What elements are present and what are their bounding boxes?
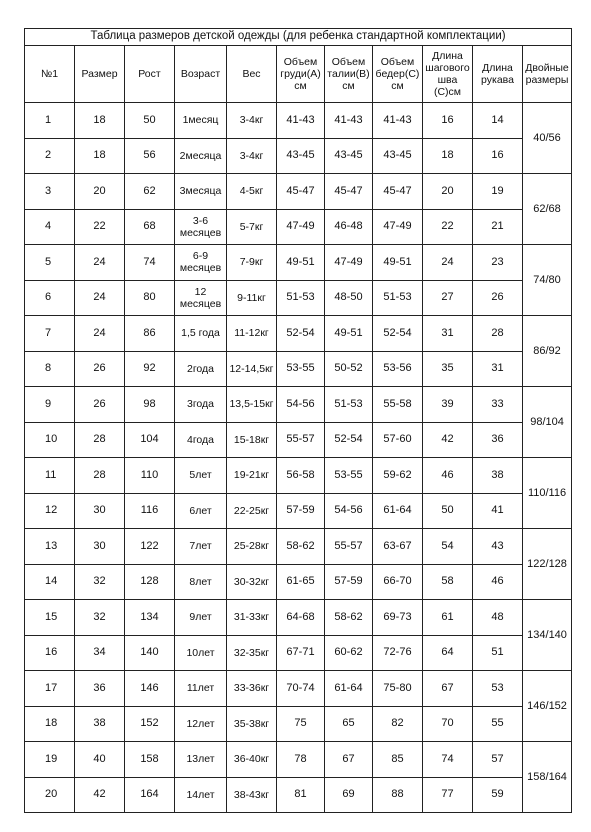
cell-height: 152	[125, 706, 175, 742]
cell-hips: 66-70	[373, 564, 423, 600]
cell-height: 92	[125, 351, 175, 387]
cell-height: 140	[125, 635, 175, 671]
table-row	[25, 138, 572, 174]
cell-n: 15	[25, 600, 75, 636]
cell-sleeve: 19	[473, 174, 523, 210]
cell-weight: 36-40кг	[227, 742, 277, 778]
table-row	[25, 422, 572, 458]
cell-hips: 49-51	[373, 245, 423, 281]
cell-age: 7лет	[175, 529, 227, 565]
cell-hips: 72-76	[373, 635, 423, 671]
cell-waist: 48-50	[325, 280, 373, 316]
table-row	[25, 564, 572, 600]
cell-weight: 38-43кг	[227, 777, 277, 813]
table-row	[25, 351, 572, 387]
cell-size: 40	[75, 742, 125, 778]
cell-waist: 49-51	[325, 316, 373, 352]
table-row	[25, 529, 572, 565]
cell-weight: 7-9кг	[227, 245, 277, 281]
table-row	[25, 209, 572, 245]
table-row	[25, 671, 572, 707]
cell-double-size: 158/164	[523, 742, 572, 813]
cell-sleeve: 31	[473, 351, 523, 387]
cell-sleeve: 53	[473, 671, 523, 707]
table-row	[25, 103, 572, 139]
cell-size: 32	[75, 600, 125, 636]
cell-weight: 15-18кг	[227, 422, 277, 458]
cell-size: 18	[75, 138, 125, 174]
cell-chest: 49-51	[277, 245, 325, 281]
cell-hips: 85	[373, 742, 423, 778]
cell-size: 18	[75, 103, 125, 139]
cell-chest: 43-45	[277, 138, 325, 174]
cell-weight: 13,5-15кг	[227, 387, 277, 423]
cell-inseam: 22	[423, 209, 473, 245]
column-header: Объем талии(В) см	[325, 46, 373, 103]
cell-n: 18	[25, 706, 75, 742]
cell-hips: 59-62	[373, 458, 423, 494]
cell-sleeve: 51	[473, 635, 523, 671]
cell-chest: 41-43	[277, 103, 325, 139]
cell-n: 13	[25, 529, 75, 565]
cell-waist: 65	[325, 706, 373, 742]
table-row	[25, 635, 572, 671]
cell-chest: 57-59	[277, 493, 325, 529]
cell-double-size: 110/116	[523, 458, 572, 529]
cell-inseam: 24	[423, 245, 473, 281]
cell-inseam: 42	[423, 422, 473, 458]
cell-waist: 58-62	[325, 600, 373, 636]
cell-size: 30	[75, 493, 125, 529]
cell-chest: 64-68	[277, 600, 325, 636]
cell-height: 50	[125, 103, 175, 139]
column-header: Длина рукава	[473, 46, 523, 103]
cell-chest: 75	[277, 706, 325, 742]
table-row	[25, 493, 572, 529]
cell-hips: 41-43	[373, 103, 423, 139]
cell-n: 14	[25, 564, 75, 600]
cell-height: 116	[125, 493, 175, 529]
cell-hips: 88	[373, 777, 423, 813]
cell-size: 20	[75, 174, 125, 210]
cell-n: 4	[25, 209, 75, 245]
cell-chest: 45-47	[277, 174, 325, 210]
cell-weight: 11-12кг	[227, 316, 277, 352]
cell-age: 6лет	[175, 493, 227, 529]
cell-chest: 55-57	[277, 422, 325, 458]
table-title: Таблица размеров детской одежды (для ребенка стандартной комплектации)	[25, 29, 572, 46]
cell-weight: 33-36кг	[227, 671, 277, 707]
cell-size: 26	[75, 351, 125, 387]
cell-age: 12лет	[175, 706, 227, 742]
cell-hips: 52-54	[373, 316, 423, 352]
column-header: Рост	[125, 46, 175, 103]
table-row	[25, 742, 572, 778]
cell-double-size: 86/92	[523, 316, 572, 387]
cell-weight: 19-21кг	[227, 458, 277, 494]
cell-size: 42	[75, 777, 125, 813]
column-header: Вес	[227, 46, 277, 103]
cell-waist: 67	[325, 742, 373, 778]
cell-n: 6	[25, 280, 75, 316]
cell-waist: 53-55	[325, 458, 373, 494]
cell-inseam: 16	[423, 103, 473, 139]
cell-age: 11лет	[175, 671, 227, 707]
cell-size: 36	[75, 671, 125, 707]
cell-sleeve: 23	[473, 245, 523, 281]
cell-chest: 54-56	[277, 387, 325, 423]
cell-size: 34	[75, 635, 125, 671]
cell-weight: 12-14,5кг	[227, 351, 277, 387]
size-table	[24, 28, 572, 813]
cell-n: 17	[25, 671, 75, 707]
cell-n: 1	[25, 103, 75, 139]
cell-n: 20	[25, 777, 75, 813]
cell-age: 13лет	[175, 742, 227, 778]
cell-size: 30	[75, 529, 125, 565]
cell-age: 12 месяцев	[175, 280, 227, 316]
cell-chest: 53-55	[277, 351, 325, 387]
cell-inseam: 58	[423, 564, 473, 600]
cell-sleeve: 33	[473, 387, 523, 423]
column-header: №1	[25, 46, 75, 103]
cell-age: 2месяца	[175, 138, 227, 174]
cell-sleeve: 59	[473, 777, 523, 813]
cell-hips: 53-56	[373, 351, 423, 387]
cell-inseam: 27	[423, 280, 473, 316]
cell-height: 110	[125, 458, 175, 494]
cell-size: 24	[75, 245, 125, 281]
cell-height: 68	[125, 209, 175, 245]
cell-age: 1месяц	[175, 103, 227, 139]
cell-height: 74	[125, 245, 175, 281]
cell-inseam: 67	[423, 671, 473, 707]
cell-waist: 61-64	[325, 671, 373, 707]
cell-inseam: 31	[423, 316, 473, 352]
cell-sleeve: 57	[473, 742, 523, 778]
cell-weight: 35-38кг	[227, 706, 277, 742]
cell-hips: 75-80	[373, 671, 423, 707]
cell-inseam: 64	[423, 635, 473, 671]
cell-size: 38	[75, 706, 125, 742]
cell-weight: 3-4кг	[227, 103, 277, 139]
cell-double-size: 40/56	[523, 103, 572, 174]
column-header: Объем бедер(С) см	[373, 46, 423, 103]
cell-inseam: 46	[423, 458, 473, 494]
cell-size: 24	[75, 316, 125, 352]
table-row	[25, 280, 572, 316]
cell-height: 86	[125, 316, 175, 352]
cell-age: 3-6 месяцев	[175, 209, 227, 245]
cell-weight: 4-5кг	[227, 174, 277, 210]
cell-height: 164	[125, 777, 175, 813]
cell-height: 80	[125, 280, 175, 316]
cell-age: 8лет	[175, 564, 227, 600]
cell-n: 7	[25, 316, 75, 352]
table-row	[25, 387, 572, 423]
cell-n: 10	[25, 422, 75, 458]
cell-size: 28	[75, 422, 125, 458]
cell-weight: 30-32кг	[227, 564, 277, 600]
cell-hips: 45-47	[373, 174, 423, 210]
table-row	[25, 316, 572, 352]
cell-chest: 70-74	[277, 671, 325, 707]
cell-inseam: 50	[423, 493, 473, 529]
cell-size: 32	[75, 564, 125, 600]
cell-waist: 47-49	[325, 245, 373, 281]
cell-height: 122	[125, 529, 175, 565]
table-row	[25, 245, 572, 281]
cell-sleeve: 55	[473, 706, 523, 742]
cell-waist: 45-47	[325, 174, 373, 210]
cell-double-size: 146/152	[523, 671, 572, 742]
cell-age: 14лет	[175, 777, 227, 813]
column-header: Двойные размеры	[523, 46, 572, 103]
cell-inseam: 77	[423, 777, 473, 813]
cell-sleeve: 21	[473, 209, 523, 245]
cell-chest: 47-49	[277, 209, 325, 245]
cell-waist: 52-54	[325, 422, 373, 458]
cell-n: 8	[25, 351, 75, 387]
cell-waist: 60-62	[325, 635, 373, 671]
cell-age: 5лет	[175, 458, 227, 494]
cell-size: 22	[75, 209, 125, 245]
header-row	[25, 46, 572, 103]
cell-sleeve: 16	[473, 138, 523, 174]
cell-weight: 3-4кг	[227, 138, 277, 174]
cell-height: 104	[125, 422, 175, 458]
cell-weight: 25-28кг	[227, 529, 277, 565]
cell-inseam: 54	[423, 529, 473, 565]
cell-age: 10лет	[175, 635, 227, 671]
cell-waist: 50-52	[325, 351, 373, 387]
cell-sleeve: 43	[473, 529, 523, 565]
cell-sleeve: 14	[473, 103, 523, 139]
cell-n: 19	[25, 742, 75, 778]
cell-inseam: 35	[423, 351, 473, 387]
cell-sleeve: 26	[473, 280, 523, 316]
cell-height: 134	[125, 600, 175, 636]
cell-double-size: 62/68	[523, 174, 572, 245]
cell-height: 146	[125, 671, 175, 707]
column-header: Размер	[75, 46, 125, 103]
cell-waist: 46-48	[325, 209, 373, 245]
cell-age: 3месяца	[175, 174, 227, 210]
cell-age: 9лет	[175, 600, 227, 636]
cell-double-size: 122/128	[523, 529, 572, 600]
cell-weight: 31-33кг	[227, 600, 277, 636]
column-header: Возраст	[175, 46, 227, 103]
cell-waist: 57-59	[325, 564, 373, 600]
cell-sleeve: 36	[473, 422, 523, 458]
table-row	[25, 777, 572, 813]
cell-hips: 57-60	[373, 422, 423, 458]
cell-chest: 58-62	[277, 529, 325, 565]
cell-hips: 43-45	[373, 138, 423, 174]
cell-hips: 63-67	[373, 529, 423, 565]
cell-hips: 47-49	[373, 209, 423, 245]
cell-n: 5	[25, 245, 75, 281]
cell-n: 11	[25, 458, 75, 494]
cell-sleeve: 38	[473, 458, 523, 494]
column-header: Объем груди(А) см	[277, 46, 325, 103]
cell-age: 1,5 года	[175, 316, 227, 352]
cell-size: 24	[75, 280, 125, 316]
cell-weight: 5-7кг	[227, 209, 277, 245]
cell-hips: 55-58	[373, 387, 423, 423]
cell-hips: 69-73	[373, 600, 423, 636]
cell-waist: 55-57	[325, 529, 373, 565]
cell-inseam: 39	[423, 387, 473, 423]
cell-chest: 56-58	[277, 458, 325, 494]
cell-height: 158	[125, 742, 175, 778]
cell-double-size: 74/80	[523, 245, 572, 316]
cell-chest: 81	[277, 777, 325, 813]
cell-weight: 32-35кг	[227, 635, 277, 671]
cell-chest: 67-71	[277, 635, 325, 671]
cell-n: 16	[25, 635, 75, 671]
cell-hips: 51-53	[373, 280, 423, 316]
cell-n: 9	[25, 387, 75, 423]
cell-inseam: 20	[423, 174, 473, 210]
cell-waist: 41-43	[325, 103, 373, 139]
cell-age: 2года	[175, 351, 227, 387]
cell-waist: 51-53	[325, 387, 373, 423]
cell-height: 98	[125, 387, 175, 423]
cell-n: 2	[25, 138, 75, 174]
cell-sleeve: 41	[473, 493, 523, 529]
cell-inseam: 70	[423, 706, 473, 742]
cell-hips: 61-64	[373, 493, 423, 529]
table-row	[25, 174, 572, 210]
cell-chest: 51-53	[277, 280, 325, 316]
cell-inseam: 74	[423, 742, 473, 778]
cell-sleeve: 46	[473, 564, 523, 600]
cell-sleeve: 48	[473, 600, 523, 636]
cell-inseam: 18	[423, 138, 473, 174]
cell-age: 3года	[175, 387, 227, 423]
table-row	[25, 458, 572, 494]
cell-age: 6-9 месяцев	[175, 245, 227, 281]
cell-chest: 78	[277, 742, 325, 778]
cell-waist: 43-45	[325, 138, 373, 174]
cell-sleeve: 28	[473, 316, 523, 352]
cell-double-size: 98/104	[523, 387, 572, 458]
table-row	[25, 706, 572, 742]
cell-waist: 69	[325, 777, 373, 813]
cell-inseam: 61	[423, 600, 473, 636]
cell-size: 26	[75, 387, 125, 423]
cell-height: 56	[125, 138, 175, 174]
table-body	[25, 103, 572, 813]
cell-height: 62	[125, 174, 175, 210]
cell-age: 4года	[175, 422, 227, 458]
cell-weight: 22-25кг	[227, 493, 277, 529]
cell-size: 28	[75, 458, 125, 494]
cell-waist: 54-56	[325, 493, 373, 529]
cell-chest: 52-54	[277, 316, 325, 352]
column-header: Длина шагового шва (С)см	[423, 46, 473, 103]
cell-chest: 61-65	[277, 564, 325, 600]
table-row	[25, 600, 572, 636]
cell-n: 12	[25, 493, 75, 529]
cell-weight: 9-11кг	[227, 280, 277, 316]
cell-hips: 82	[373, 706, 423, 742]
cell-n: 3	[25, 174, 75, 210]
cell-double-size: 134/140	[523, 600, 572, 671]
cell-height: 128	[125, 564, 175, 600]
